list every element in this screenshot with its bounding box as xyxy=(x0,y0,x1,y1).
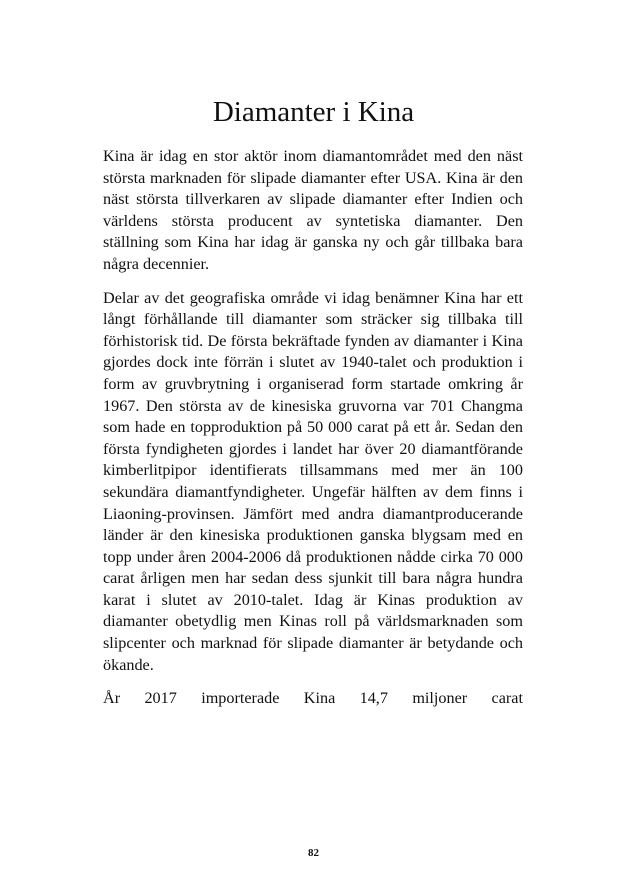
page-title: Diamanter i Kina xyxy=(212,96,415,128)
body-text xyxy=(103,146,523,722)
paragraph-import: År 2017 importerade Kina 14,7 miljoner carat xyxy=(103,689,523,708)
paragraph-history: Delar av det geografiska område vi idag benämner Kina har ett långt förhållande till diamanter som sträcker sig tillbaka till förhistorisk tid. De första bekräftade fynden av diamanter i Kina gjordes dock inte förrän i slutet av 1940-talet och produktion i form av gruvbrytning i organiserad form startade omkring år 1967. Den största av de kinesiska gruvorna var 701 Changma som hade en topproduktion på 50 000 carat på ett år. Sedan den första fyndigheten gjordes i landet har över 20 diamantförande kimberlitpipor identifierats tillsammans med mer än 100 sekundära diamantfyndigheter. Ungefär hälften av dem finns i Liaoning-provinsen. Jämfört med andra diamantproducerande länder är den kinesiska produktionen ganska blygsam med en topp under åren 2004-2006 då produktionen nådde cirka 70 000 carat årligen men har sedan dess sjunkit till bara några hundra karat i slutet av 2010-talet. Idag är Kinas produktion av diamanter obetydlig men Kinas roll på världsmarknaden som slipcenter och marknad för slipade diamanter är betydande och ökande. xyxy=(103,288,523,674)
paragraph-intro: Kina är idag en stor aktör inom diamantområdet med den näst största marknaden för slipade diamanter efter USA. Kina är den näst största tillverkaren av slipade diamanter efter Indien och världens största producent av syntetiska diamanter. Den ställning som Kina har idag är ganska ny och går tillbaka bara några decennier. xyxy=(103,147,523,273)
page-number: 82 xyxy=(308,847,319,859)
